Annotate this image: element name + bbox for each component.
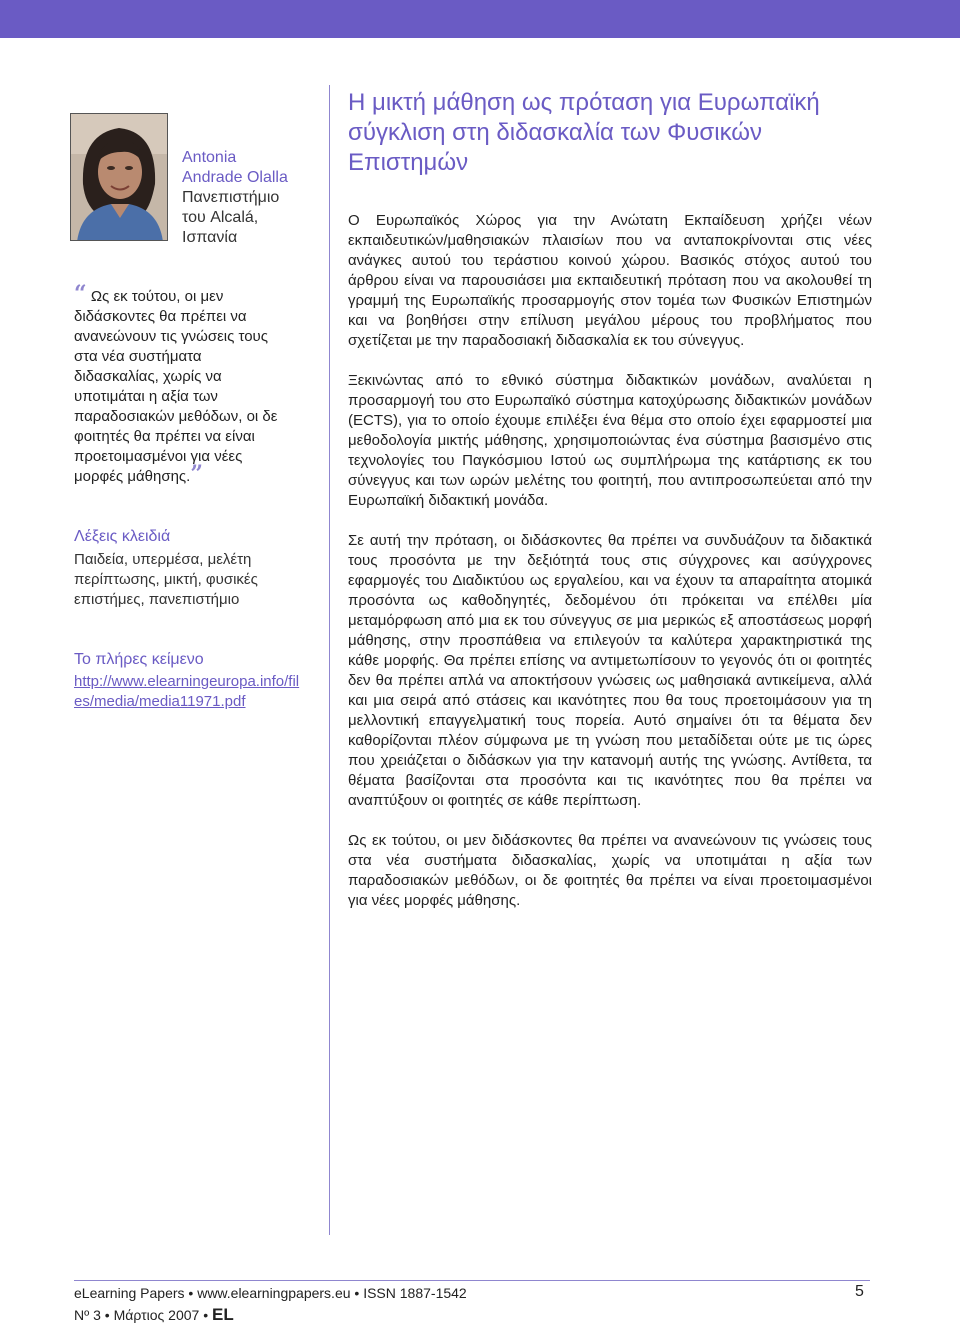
- full-text-heading: Το πλήρες κείμενο: [74, 651, 204, 668]
- footer-issue: [74, 1305, 234, 1325]
- article-paragraph: Σε αυτή την πρόταση, οι διδάσκοντες θα πρέπει να συνδυάζουν τα διδακτικά τους προσόντα με την δεξιότητά τους στις σύγχρονες και ασύγχρονες εφαρμογές του Διαδικτύου ως εργαλείου, και να έχουν τα απαραίτητα ατομικά προσόντα ως καθοδηγητές, δεδομένου ότι πρόκειται να επέλθει μία μεταμόρφωση από μια εκ του σύνεγγυς σε μια μερικώς εξ αποστάσεως μορφή μάθησης, στην προσπάθεια να επιλεγούν τα καλύτερα χαρακτηριστικά της κάθε μορφής. Θα πρέπει επίσης να αντιμετωπίσουν το γεγονός ότι οι φοιτητές δεν θα πρέπει απλά να αποκτήσουν γνώσεις ως μαθησιακά αντικείμενα, αλλά και μια σειρά από στάσεις και ικανότητες που θα τους προετοιμάσουν για τη μελλοντική επαγγελματική τους πορεία. Αυτό σημαίνει ότι τα θέματα δεν καθορίζονται πλέον σύμφωνα με τη γνώση που μεταδίδεται ούτε με τις ώρες που χρειάζεται ο διδάσκων για την κατανομή αυτής της γνώσης. Αντίθετα, τα θέματα βασίζονται στα προσόντα και τις ικανότητες που θα πρέπει να αναπτύξουν οι φοιτητές σε κάθε περίπτωση.: [348, 532, 872, 809]
- footer-rule: [74, 1280, 870, 1281]
- author-affiliation-1: Πανεπιστήμιο: [182, 189, 280, 206]
- footer-issue-text: Nº 3 • Μάρτιος 2007 •: [74, 1307, 209, 1323]
- footer-lang: EL: [212, 1305, 234, 1324]
- author-block: [182, 148, 322, 248]
- footer-publication: eLearning Papers • www.elearningpapers.eu • ISSN 1887-1542: [74, 1285, 467, 1301]
- article-title: Η μικτή μάθηση ως πρόταση για Ευρωπαϊκή σύγκλιση στη διδασκαλία των Φυσικών Επιστημών: [348, 89, 820, 176]
- top-banner: [0, 0, 960, 38]
- keywords-text: Παιδεία, υπερμέσα, μελέτη περίπτωσης, μικτή, φυσικές επιστήμες, πανεπιστήμιο: [74, 551, 258, 608]
- keywords-heading: Λέξεις κλειδιά: [74, 528, 171, 545]
- article-paragraph: Ξεκινώντας από το εθνικό σύστημα διδακτικών μονάδων, αναλύεται η προσαρμογή του στο Ευρωπαϊκό σύστημα κατοχύρωσης διδακτικών μονάδων (ECTS), για το οποίο έχουμε επιλέξει ένα θέμα στο οποίο έχει εφαρμοστεί μια μεθοδολογία μικτής μάθησης, χρησιμοποιώντας ένα σύστημα βασισμένο στις τεχνολογίες του Παγκόσμιου Ιστού ως συμπλήρωμα της κατάρτισης εκ του σύνεγγυς και των ωρών μελέτης του φοιτητή, που αντιπροσωπεύεται από την Ευρωπαϊκή διδακτική μονάδα.: [348, 372, 872, 509]
- article-paragraph: Ο Ευρωπαϊκός Χώρος για την Ανώτατη Εκπαίδευση χρήζει νέων εκπαιδευτικών/μαθησιακών πλαισίων που να ανταποκρίνονται στις νέες ανάγκες αυτού του τεράστιου κοινού χώρου. Βασικός στόχος αυτού του άρθρου είναι να παρουσιάσει μια εκπαιδευτική πρόταση που να ακολουθεί τη γραμμή της Ευρωπαϊκής προσαρμογής στον τομέα των Φυσικών Επιστημών και να βοηθήσει στην επίλυση μεγάλου μέρους του προβλήματος που σχετίζεται με την παραδοσιακή διδασκαλία εκ του σύνεγγυς.: [348, 212, 872, 349]
- page-number: 5: [855, 1283, 864, 1300]
- close-quote-icon: ”: [190, 461, 203, 487]
- author-affiliation-2: του Alcalá,: [182, 209, 259, 226]
- pull-quote-text: Ως εκ τούτου, οι μεν διδάσκοντες θα πρέπει να ανανεώνουν τις γνώσεις τους στα νέα συστήματα διδασκαλίας, χωρίς να υποτιμάται η αξία των παραδοσιακών μεθόδων, οι δε φοιτητές θα πρέπει να είναι προετοιμασμένοι για νέες μορφές μάθησης.: [74, 288, 278, 485]
- column-divider: [329, 85, 330, 1235]
- pull-quote: [74, 281, 289, 487]
- full-text-link[interactable]: http://www.elearningeuropa.info/files/media/media11971.pdf: [74, 673, 300, 710]
- author-first-name: Antonia: [182, 149, 237, 166]
- author-photo: [70, 113, 168, 241]
- open-quote-icon: “: [74, 281, 87, 307]
- author-last-name: Andrade Olalla: [182, 169, 288, 186]
- author-affiliation-3: Ισπανία: [182, 229, 238, 246]
- article-body: [348, 211, 872, 931]
- article-paragraph: Ως εκ τούτου, οι μεν διδάσκοντες θα πρέπει να ανανεώνουν τις γνώσεις τους στα νέα συστήματα διδασκαλίας, χωρίς να υποτιμάται η αξία των παραδοσιακών μεθόδων, οι δε φοιτητές θα πρέπει να είναι προετοιμασμένοι για νέες μορφές μάθησης.: [348, 832, 872, 909]
